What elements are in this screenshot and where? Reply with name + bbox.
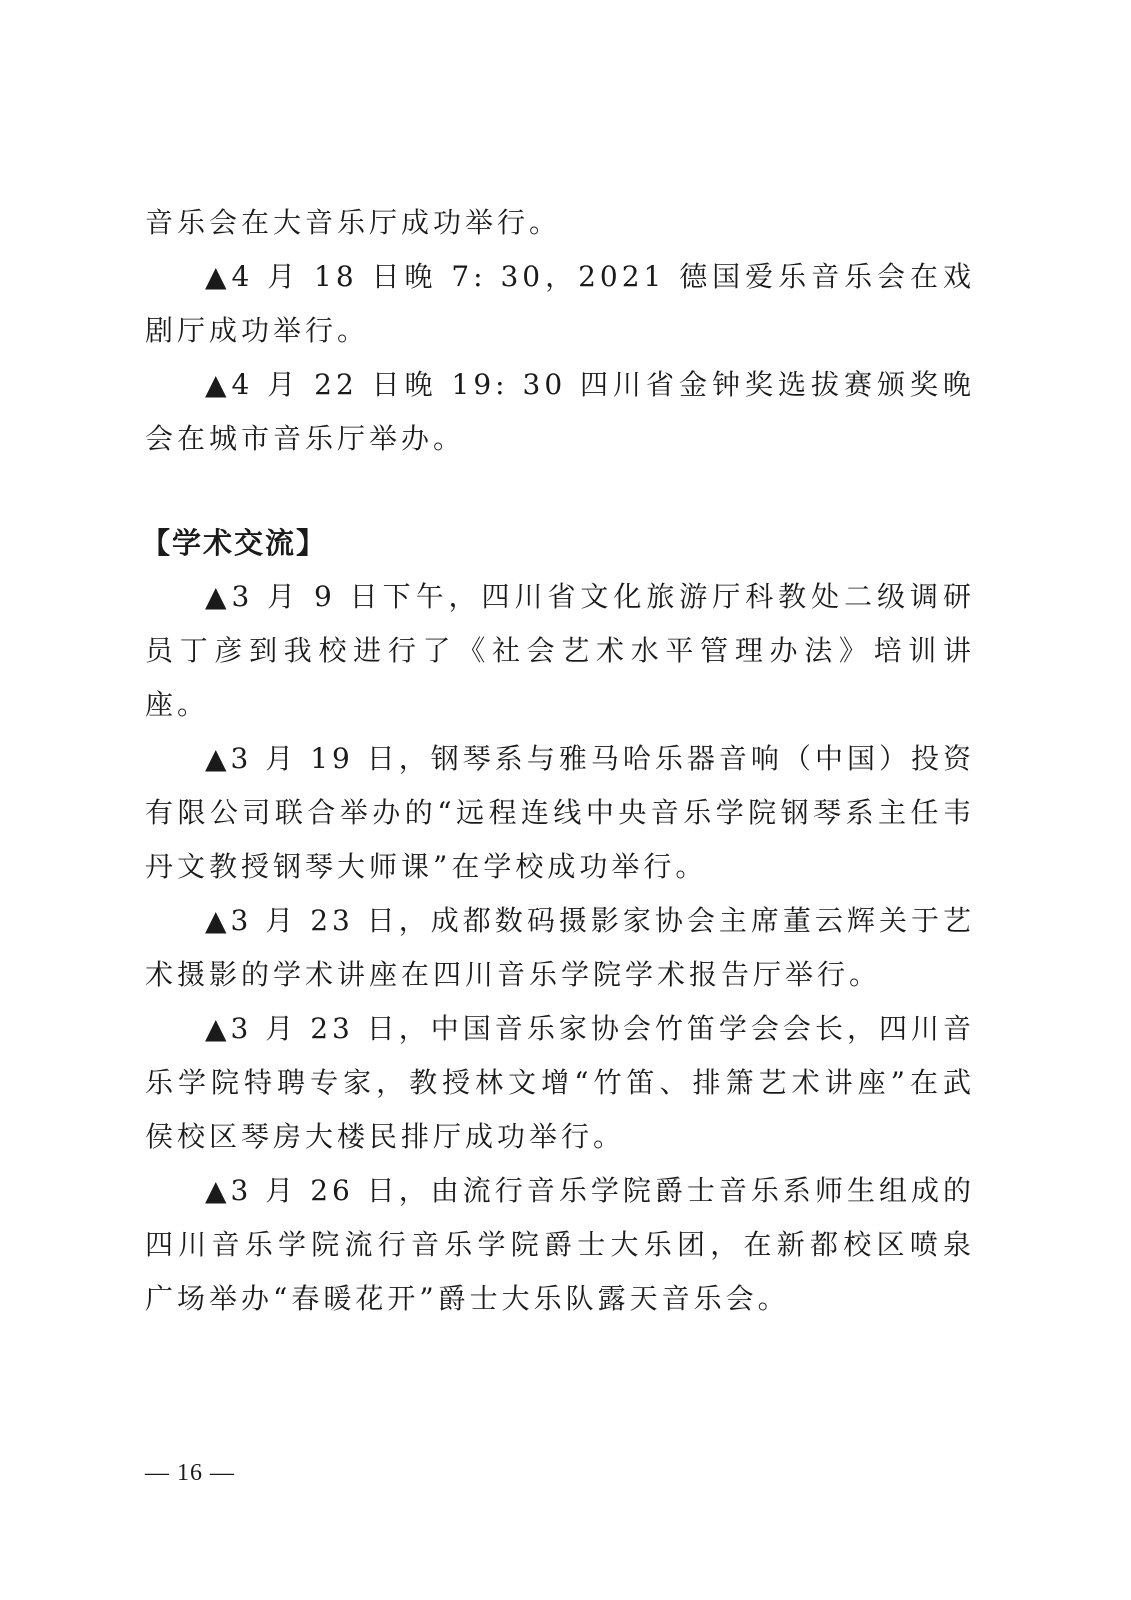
news-item: ▲4 月 18 日晚 7: 30，2021 德国爱乐音乐会在戏剧厅成功举行。 (145, 260, 975, 347)
news-item: ▲3 月 19 日，钢琴系与雅马哈乐器音响（中国）投资有限公司联合举办的“远程连线中央音乐学院钢琴系主任韦丹文教授钢琴大师课”在学校成功举行。 (145, 742, 975, 883)
news-item: ▲3 月 9 日下午，四川省文化旅游厅科教处二级调研员丁彦到我校进行了《社会艺术水平管理办法》培训讲座。 (145, 580, 975, 721)
page-number: — 16 — (145, 1460, 235, 1486)
news-item: ▲4 月 22 日晚 19: 30 四川省金钟奖选拔赛颁奖晚会在城市音乐厅举办。 (145, 368, 975, 455)
paragraph-continuation: 音乐会在大音乐厅成功举行。 (145, 206, 562, 239)
news-item: ▲3 月 23 日，成都数码摄影家协会主席董云辉关于艺术摄影的学术讲座在四川音乐学院学术报告厅举行。 (145, 904, 975, 991)
news-item: ▲3 月 26 日，由流行音乐学院爵士音乐系师生组成的四川音乐学院流行音乐学院爵士大乐团，在新都校区喷泉广场举办“春暖花开”爵士大乐队露天音乐会。 (145, 1174, 975, 1315)
section-heading: 【学术交流】 (141, 526, 328, 560)
news-item: ▲3 月 23 日，中国音乐家协会竹笛学会会长，四川音乐学院特聘专家，教授林文增“竹笛、排箫艺术讲座”在武侯校区琴房大楼民排厅成功举行。 (145, 1012, 975, 1153)
document-body (141, 196, 975, 1326)
